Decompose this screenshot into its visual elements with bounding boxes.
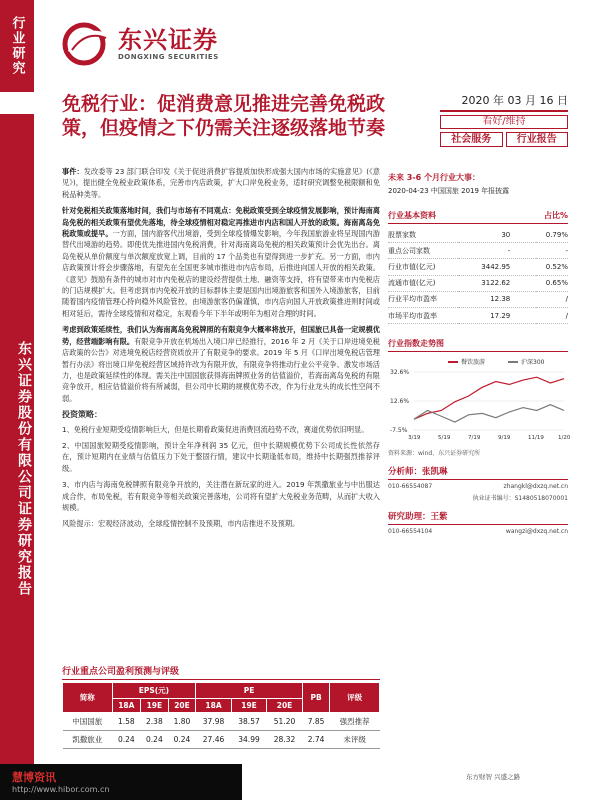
report-title: 免税行业：促消费意见推进完善免税政策，但疫情之下仍需关注逐级落地节奏	[62, 93, 386, 139]
table-row: 重点公司家数 - -	[388, 243, 568, 259]
analyst-2-phone: 010-66554104	[388, 528, 433, 536]
legend-label: 沪深300	[521, 359, 545, 367]
logo-cn: 东兴证券	[118, 26, 218, 54]
industry-tag: 社会服务	[440, 132, 503, 147]
category-label: 行业研究	[0, 0, 34, 92]
col-eps: EPS(元)	[112, 683, 196, 699]
series-line-1	[414, 405, 564, 422]
event-paragraph: 事件：发改委等 23 部门联合印发《关于促进消费扩容提质加快形成强大国内市场的实施意见》(《意见》)，提出健全免税业政策体系，完善市内店政策，扩大口岸免税业务，适时研究调整免税限额和免税品种类等。	[62, 167, 380, 199]
col-pb: PB	[302, 683, 330, 713]
col-pe: PE	[196, 683, 303, 699]
series-line-0	[414, 377, 564, 419]
report-type-tag: 行业报告	[506, 132, 569, 147]
competition-paragraph: 考虑到政策延续性，我们认为海南离岛免税牌照的有限竞争大概率将放开，但国旅已具备一定规模优势，经营端影响有限。有限竞争开放在机场出入境口岸已经推行，2016 年 2 月《关于口岸进境免税店政策的公告》对进境免税店经营资质放开了有限竞争的要求。2019 年 5 月《口岸出境免税店管理暂行办法》将出境口岸免税经营区域持许改为有限开放，有限竞争将推动行业公平竞争、激发市场活力，也是政策延续性的体现。需关注中国国旅获得海南牌照业务的估值溢价，若海南离岛免税的有限竞争放开，相应估值溢价将有所减弱，但公司中长期的规模优势不改，作为行业龙头的成长性空间不弱。	[62, 325, 380, 403]
analyst-1-phone: 010-66554087	[388, 483, 433, 491]
analyst-1-email[interactable]: zhangkl@dxzq.net.cn	[503, 483, 568, 491]
table-row: 行业平均市盈率 12.38 /	[388, 291, 568, 307]
analyst-1-cert: 执业证书编号：S1480518070001	[472, 495, 568, 503]
chart-source: 资料来源：wind、东兴证券研究所	[388, 450, 481, 458]
table-row: 凯撒旅业 0.24 0.24 0.24 27.46 34.99 28.32 2.74 未评级	[63, 731, 380, 749]
trend-chart-svg	[388, 356, 571, 446]
report-meta	[440, 92, 568, 147]
left-sidebar	[0, 0, 34, 800]
y-tick-label: 12.6%	[390, 398, 410, 406]
x-tick-label: 9/19	[498, 435, 511, 442]
banner-url[interactable]: http://www.hibor.com.cn	[12, 785, 110, 794]
logo-en: DONGXING SECURITIES	[118, 53, 219, 61]
dongxing-logo-icon	[62, 22, 114, 66]
col-company: 简称	[63, 683, 113, 713]
banner-title: 慧博资讯	[12, 771, 56, 784]
table-row: 股票家数 30 0.79%	[388, 227, 568, 243]
legend-label: 餐饮旅游	[461, 359, 486, 367]
report-body	[62, 166, 380, 535]
analyst-2-email[interactable]: wangzi@dxzq.net.cn	[505, 528, 568, 536]
advice-item-2: 2、中国国旅短期受疫情影响，预计全年净利润 35 亿元，但中长期规模优势下公司成长性依然存在，预计短期内在业绩与估值压力下处于整固行情，建议中长期逢低布局，维持中长期强烈推荐评级。	[62, 440, 380, 473]
index-trend-chart	[388, 356, 571, 446]
company-logo	[62, 22, 219, 66]
analyst-2-name: 研究助理：王紫	[388, 510, 568, 525]
forecast-table: 简称 EPS(元) PE PB 评级 18A 19E 20E 18A 19E 20E 中国国旅 1.58 2.38 1.80 37.98 38.57 51.20 7.85 强烈推荐 凯撒旅业 0.24 0.24 0.24 27.46 34.99 28.32 2.74 未评级	[62, 682, 380, 749]
trend-chart-header: 行业指数走势图	[388, 338, 568, 352]
x-tick-label: 5/19	[438, 435, 451, 442]
advice-item-1: 1、免税行业短期受疫情影响巨大，但是长期看政策促进消费回流趋势不改，赛道优势依旧明显。	[62, 424, 369, 434]
x-tick-label: 11/19	[528, 435, 544, 442]
company-vertical-label: 东兴证券股份有限公司证券研究报告	[0, 114, 34, 800]
x-tick-label: 1/20	[558, 435, 571, 442]
y-tick-label: -7.5%	[390, 427, 408, 435]
x-tick-label: 3/19	[408, 435, 421, 442]
table-row: 行业市值(亿元) 3442.95 0.52%	[388, 259, 568, 275]
table-row: 市场平均市盈率 17.29 /	[388, 307, 568, 323]
page-footer: 东方财智 兴盛之路	[466, 773, 521, 781]
rating-badge: 看好/维持	[440, 115, 568, 129]
advice-heading: 投资策略：	[62, 410, 102, 420]
report-date: 2020 年 03 月 16 日	[440, 92, 568, 112]
risk-note: 风险提示：宏观经济波动，全球疫情控制不及预期，市内店推进不及预期。	[62, 519, 300, 529]
col-rating: 评级	[330, 683, 380, 713]
upcoming-events-title: 未来 3-6 个月行业大事：	[388, 173, 481, 182]
right-column	[388, 172, 571, 536]
analyst-1-name: 分析师：张凯琳	[388, 465, 568, 480]
table-row: 中国国旅 1.58 2.38 1.80 37.98 38.57 51.20 7.85 强烈推荐	[63, 713, 380, 731]
x-tick-label: 7/19	[468, 435, 481, 442]
forecast-title: 行业重点公司盈利预测与评级	[62, 664, 380, 680]
watermark-banner	[0, 764, 242, 800]
y-tick-label: 32.6%	[390, 369, 410, 377]
advice-item-3: 3、市内店与海南免税牌照有限竞争开放的，关注潜在新玩家的进入。2019 年凯撒旅业与中出服达成合作，布局免税，若有限竞争等相关政策完善落地，公司将有望扩大免税业务范畴，从而扩大收入规模。	[62, 480, 380, 512]
basic-info-header: 行业基本资料 占比%	[388, 210, 568, 224]
table-row: 流通市值(亿元) 3122.62 0.65%	[388, 275, 568, 291]
upcoming-event-item: 2020-04-23 中国国旅 2019 年报披露	[388, 187, 510, 195]
industry-basic-table	[388, 227, 568, 324]
view-paragraph: 针对免税相关政策落地时间，我们与市场有不同观点：免税政策受到全球疫情发展影响，预计海南离岛免税的相关政策有望优先落地，待全球疫情相对稳定再推进市内店和国人开放的政策。海南离岛免税政策或提早。一方面，国内游客代出境游，受到全球疫情爆发影响，今年我国旅游业将呈现国内游替代出境游的趋势。即使优先推进国内免税消费，针对海南离岛免税的相关政策预计会优先出台。离岛免税从单价额度与单次额度放宽上调，目前的 17 个品类也有望得到进一步扩充。另一方面，市内店政策预计将会步骤落地，有望先在全国更多城市推进市内店布局，后推进向国人开放的相关政策。《意见》鼓励有条件的城市对市内免税店的建设经营提供土地、融资等支持，将有望带来市内免税店的门店规模扩大。但考虑到市内免税开放的目标群体主要是国内出境游旅客和国外入境游旅客，目前随着国内疫情管理心持向稳外风险管控，由境游旅客仍偏谨慎，市内店向国人开放政策推进则时间或相对延后，需待全球疫情和对稳定，东观看今年下半年或明年为相对合理的时间。	[62, 206, 380, 318]
